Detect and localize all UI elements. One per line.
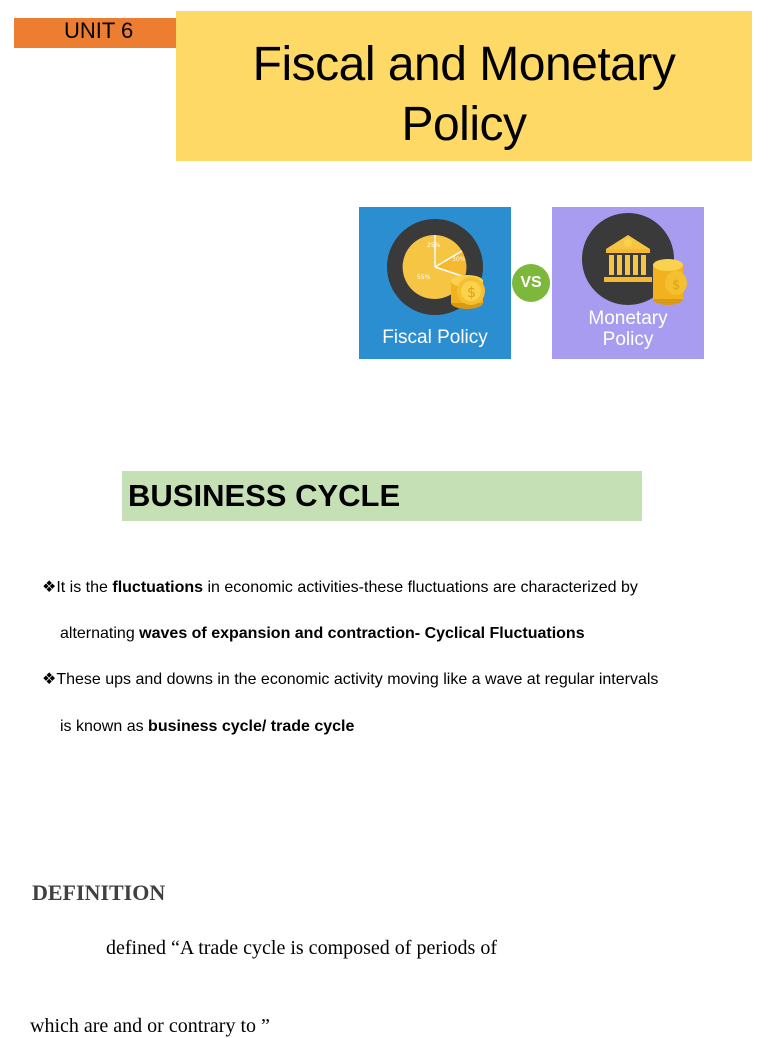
unit-badge-label: UNIT 6 <box>64 18 134 43</box>
definition-heading: DEFINITION <box>32 880 166 905</box>
bullet-glyph: ❖ <box>42 579 57 596</box>
monetary-policy-label <box>552 308 704 350</box>
title-banner <box>176 11 752 161</box>
page-title-line-2: Policy <box>401 98 527 151</box>
fiscal-policy-label: Fiscal Policy <box>382 327 488 348</box>
page-title-line-1: Fiscal and Monetary <box>252 38 676 91</box>
pie-label-30: 30% <box>452 256 466 263</box>
vs-badge: VS <box>512 264 550 302</box>
definition-text: defined “A trade cycle is composed of periods of <box>106 937 497 959</box>
svg-text:$: $ <box>467 285 476 301</box>
unit-badge <box>14 18 193 48</box>
bold-term: waves of expansion and contraction- Cyclical Fluctuations <box>139 625 585 642</box>
bullet-1-line-2: alternating waves of expansion and contraction- Cyclical Fluctuations <box>60 625 585 642</box>
fiscal-policy-panel <box>359 207 511 359</box>
monetary-policy-panel <box>552 207 704 359</box>
bullet-2-line-1: ❖These ups and downs in the economic activity moving like a wave at regular intervals <box>42 671 659 688</box>
section-heading: BUSINESS CYCLE <box>128 478 401 513</box>
section-heading-box <box>122 471 642 521</box>
definition-text-partial: which are and or contrary to ” <box>30 1015 270 1037</box>
pie-label-55: 55% <box>417 274 431 281</box>
page-title <box>176 35 752 155</box>
pie-label-25: 25% <box>427 242 441 249</box>
bold-term: business cycle/ trade cycle <box>148 718 355 735</box>
bullet-2-line-2: is known as business cycle/ trade cycle <box>60 718 355 735</box>
monetary-policy-label-line-1: Monetary <box>588 308 668 329</box>
svg-text:$: $ <box>672 278 681 293</box>
bullet-1-line-1: ❖It is the fluctuations in economic activities-these fluctuations are characterized by <box>42 579 638 596</box>
monetary-policy-label-line-2: Policy <box>602 329 654 350</box>
bold-term: fluctuations <box>112 579 204 596</box>
bullet-glyph: ❖ <box>42 671 57 688</box>
